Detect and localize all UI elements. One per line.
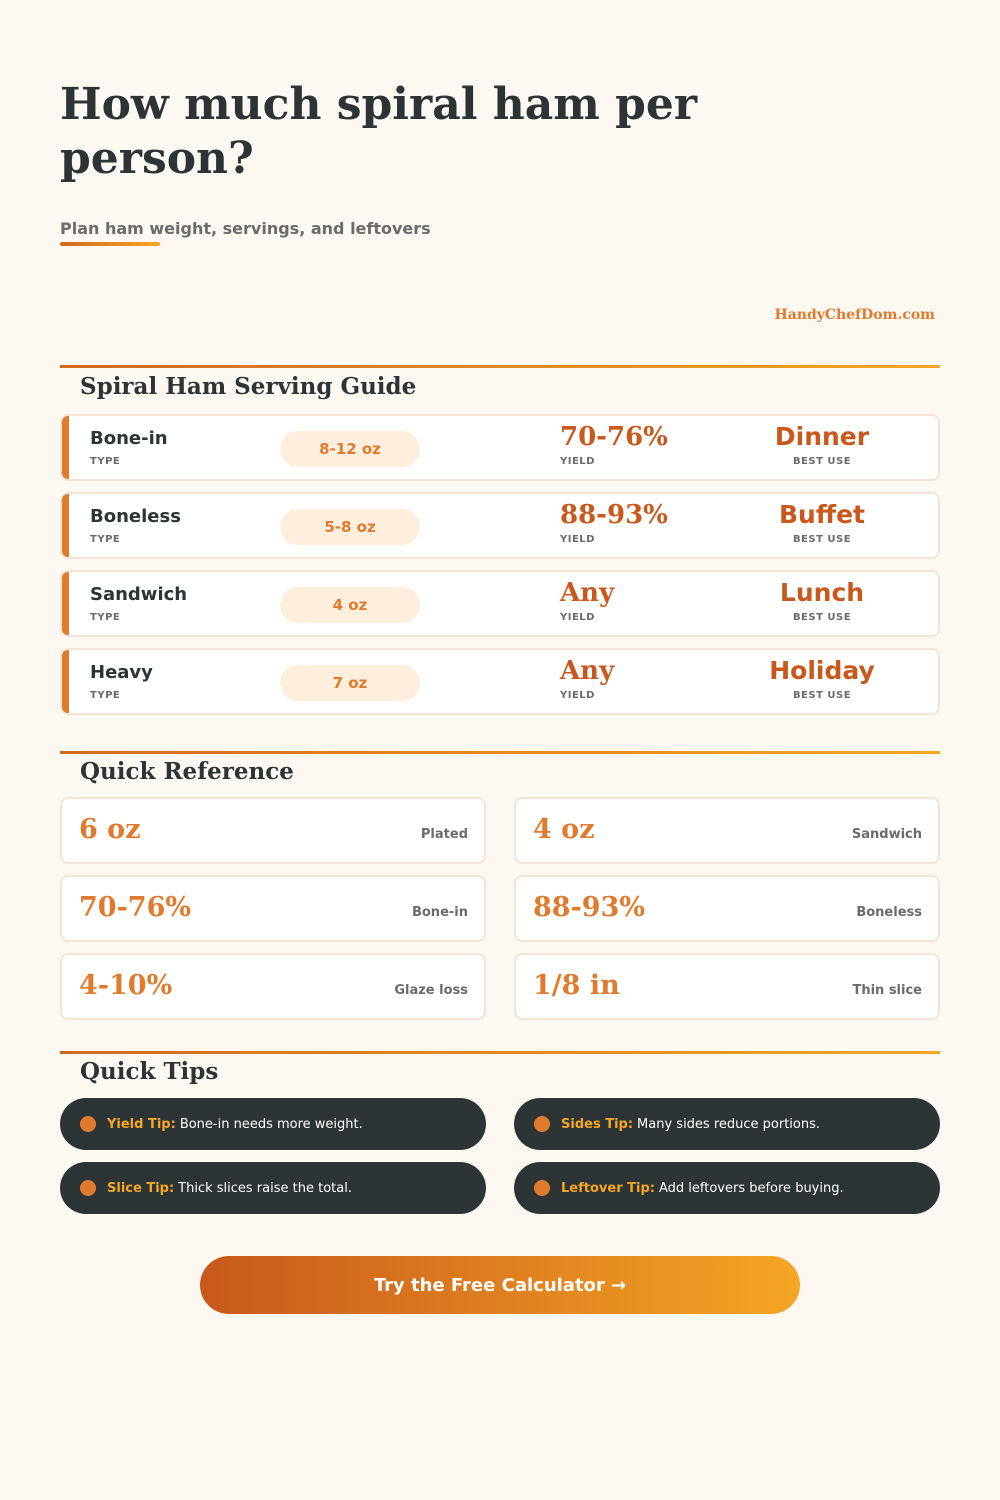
bullet-dot-icon [534,1116,550,1132]
type-label: TYPE [90,612,121,623]
tip-text: Add leftovers before buying. [658,1180,844,1196]
guide-row [60,648,940,715]
yield-value: 70-76% [560,422,668,452]
portion-badge: 7 oz [280,665,420,701]
reference-value: 4 oz [533,814,595,845]
tip-text: Bone-in needs more weight. [179,1116,363,1132]
reference-card [60,875,486,942]
type-label: TYPE [90,690,121,701]
row-accent [62,416,69,479]
best-use-value: Dinner [774,422,870,451]
ham-type: Sandwich [90,584,188,605]
yield-label: YIELD [560,456,595,467]
reference-value: 88-93% [533,892,646,923]
type-label: TYPE [90,456,121,467]
ham-type: Heavy [90,662,153,683]
tip-label: Slice Tip: [107,1180,175,1196]
tip-card [60,1162,486,1214]
reference-card [514,797,940,864]
calculator-cta-button[interactable]: Try the Free Calculator → [200,1256,800,1314]
best-use-label: BEST USE [792,612,852,623]
reference-card [60,797,486,864]
reference-value: 6 oz [79,814,141,845]
page-subtitle: Plan ham weight, servings, and leftovers [60,219,431,238]
best-use-label: BEST USE [792,534,852,545]
guide-row [60,414,940,481]
brand-link[interactable]: HandyChefDom.com [774,307,935,323]
best-use-value: Holiday [769,656,875,685]
reference-label: Plated [420,827,468,842]
reference-card [514,953,940,1020]
row-accent [62,494,69,557]
tip-label: Sides Tip: [561,1116,634,1132]
ham-type: Bone-in [90,428,168,449]
tip-card [514,1098,940,1150]
tips-title: Quick Tips [80,1058,219,1085]
reference-value: 70-76% [79,892,192,923]
tip-label: Leftover Tip: [561,1180,655,1196]
yield-value: 88-93% [560,500,668,530]
bullet-dot-icon [534,1180,550,1196]
best-use-label: BEST USE [792,456,852,467]
portion-badge: 5-8 oz [280,509,420,545]
yield-value: Any [560,656,615,686]
ham-type: Boneless [90,506,181,527]
row-accent [62,650,69,713]
page-title: How much spiral ham per person? [60,79,698,184]
guide-row [60,570,940,637]
row-accent [62,572,69,635]
portion-badge: 4 oz [280,587,420,623]
reference-title: Quick Reference [80,758,294,785]
reference-value: 4-10% [79,970,173,1001]
type-label: TYPE [90,534,121,545]
guide-title: Spiral Ham Serving Guide [80,373,417,400]
reference-card [514,875,940,942]
best-use-value: Lunch [779,578,865,607]
tip-label: Yield Tip: [107,1116,176,1132]
tip-text: Many sides reduce portions. [637,1116,821,1132]
tip-text: Thick slices raise the total. [178,1180,352,1196]
reference-label: Bone-in [411,905,468,920]
yield-label: YIELD [560,534,595,545]
bullet-dot-icon [80,1180,96,1196]
guide-row [60,492,940,559]
yield-value: Any [560,578,615,608]
section-divider [60,1051,940,1054]
subtitle-underline [60,242,160,246]
portion-badge: 8-12 oz [280,431,420,467]
tip-card [60,1098,486,1150]
reference-card [60,953,486,1020]
reference-label: Sandwich [851,827,922,842]
yield-label: YIELD [560,690,595,701]
reference-label: Boneless [856,905,922,920]
reference-label: Thin slice [852,983,922,998]
section-divider [60,365,940,368]
best-use-value: Buffet [778,500,865,529]
section-divider [60,751,940,754]
reference-label: Glaze loss [394,983,468,998]
reference-value: 1/8 in [533,970,620,1001]
bullet-dot-icon [80,1116,96,1132]
tip-card [514,1162,940,1214]
best-use-label: BEST USE [792,690,852,701]
yield-label: YIELD [560,612,595,623]
